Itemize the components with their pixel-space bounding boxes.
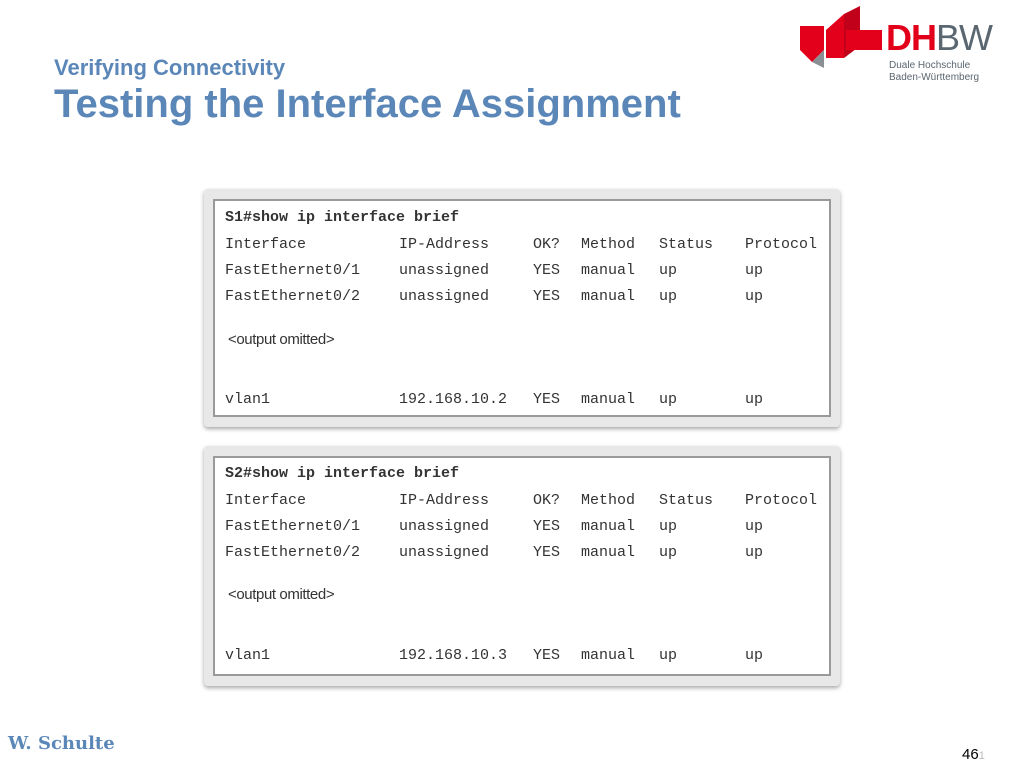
author-name: W. Schulte [8, 733, 115, 754]
header-ip-address: IP-Address [399, 236, 490, 253]
cell-interface: FastEthernet0/2 [225, 288, 361, 305]
cell-ok: YES [533, 391, 561, 408]
header-protocol: Protocol [745, 492, 818, 509]
cell-ip-address: unassigned [399, 518, 490, 535]
table-row [225, 518, 825, 538]
cell-method: manual [581, 647, 636, 664]
output-omitted-note: <output omitted> [228, 586, 335, 603]
cell-protocol: up [745, 391, 764, 408]
dhbw-logo-mark-icon [798, 6, 882, 76]
cell-protocol: up [745, 288, 764, 305]
cell-protocol: up [745, 647, 764, 664]
cell-method: manual [581, 544, 636, 561]
table-row [225, 262, 825, 282]
table-header-row [225, 236, 825, 256]
cell-ok: YES [533, 647, 561, 664]
header-interface: Interface [225, 492, 307, 509]
table-row [225, 391, 825, 411]
cli-command: S1#show ip interface brief [225, 209, 460, 226]
slide-title: Testing the Interface Assignment [54, 82, 681, 126]
cell-method: manual [581, 288, 636, 305]
cell-interface: FastEthernet0/1 [225, 262, 361, 279]
header-ok: OK? [533, 492, 561, 509]
cell-status: up [659, 544, 678, 561]
page-number: 461 [962, 746, 985, 763]
cell-status: up [659, 391, 678, 408]
cell-ok: YES [533, 544, 561, 561]
cli-output-panel-s1 [204, 189, 840, 427]
cell-interface: FastEthernet0/2 [225, 544, 361, 561]
cell-method: manual [581, 262, 636, 279]
cell-ok: YES [533, 288, 561, 305]
cell-interface: FastEthernet0/1 [225, 518, 361, 535]
header-method: Method [581, 236, 636, 253]
cell-method: manual [581, 391, 636, 408]
cell-protocol: up [745, 544, 764, 561]
cell-method: manual [581, 518, 636, 535]
header-status: Status [659, 236, 714, 253]
cell-interface: vlan1 [225, 647, 271, 664]
cell-ok: YES [533, 262, 561, 279]
header-ip-address: IP-Address [399, 492, 490, 509]
table-header-row [225, 492, 825, 512]
header-interface: Interface [225, 236, 307, 253]
cell-status: up [659, 288, 678, 305]
cell-protocol: up [745, 262, 764, 279]
cli-output-body [213, 199, 831, 417]
cli-output-panel-s2 [204, 446, 840, 686]
cell-ip-address: unassigned [399, 262, 490, 279]
cli-output-body [213, 456, 831, 676]
cell-status: up [659, 262, 678, 279]
dhbw-logo-subtitle: Duale Hochschule Baden-Württemberg [889, 60, 980, 83]
cell-interface: vlan1 [225, 391, 271, 408]
cli-command: S2#show ip interface brief [225, 465, 460, 482]
dhbw-logo [798, 6, 1008, 86]
table-row [225, 647, 825, 667]
cell-protocol: up [745, 518, 764, 535]
header-ok: OK? [533, 236, 561, 253]
table-row [225, 288, 825, 308]
output-omitted-note: <output omitted> [228, 331, 335, 348]
cell-ip-address: 192.168.10.3 [399, 647, 508, 664]
cell-ip-address: unassigned [399, 288, 490, 305]
cell-ok: YES [533, 518, 561, 535]
header-protocol: Protocol [745, 236, 818, 253]
dhbw-wordmark: DHBW [886, 17, 992, 58]
cell-status: up [659, 647, 678, 664]
header-method: Method [581, 492, 636, 509]
cell-status: up [659, 518, 678, 535]
header-status: Status [659, 492, 714, 509]
cell-ip-address: unassigned [399, 544, 490, 561]
slide-subtitle: Verifying Connectivity [54, 55, 286, 80]
table-row [225, 544, 825, 564]
cell-ip-address: 192.168.10.2 [399, 391, 508, 408]
